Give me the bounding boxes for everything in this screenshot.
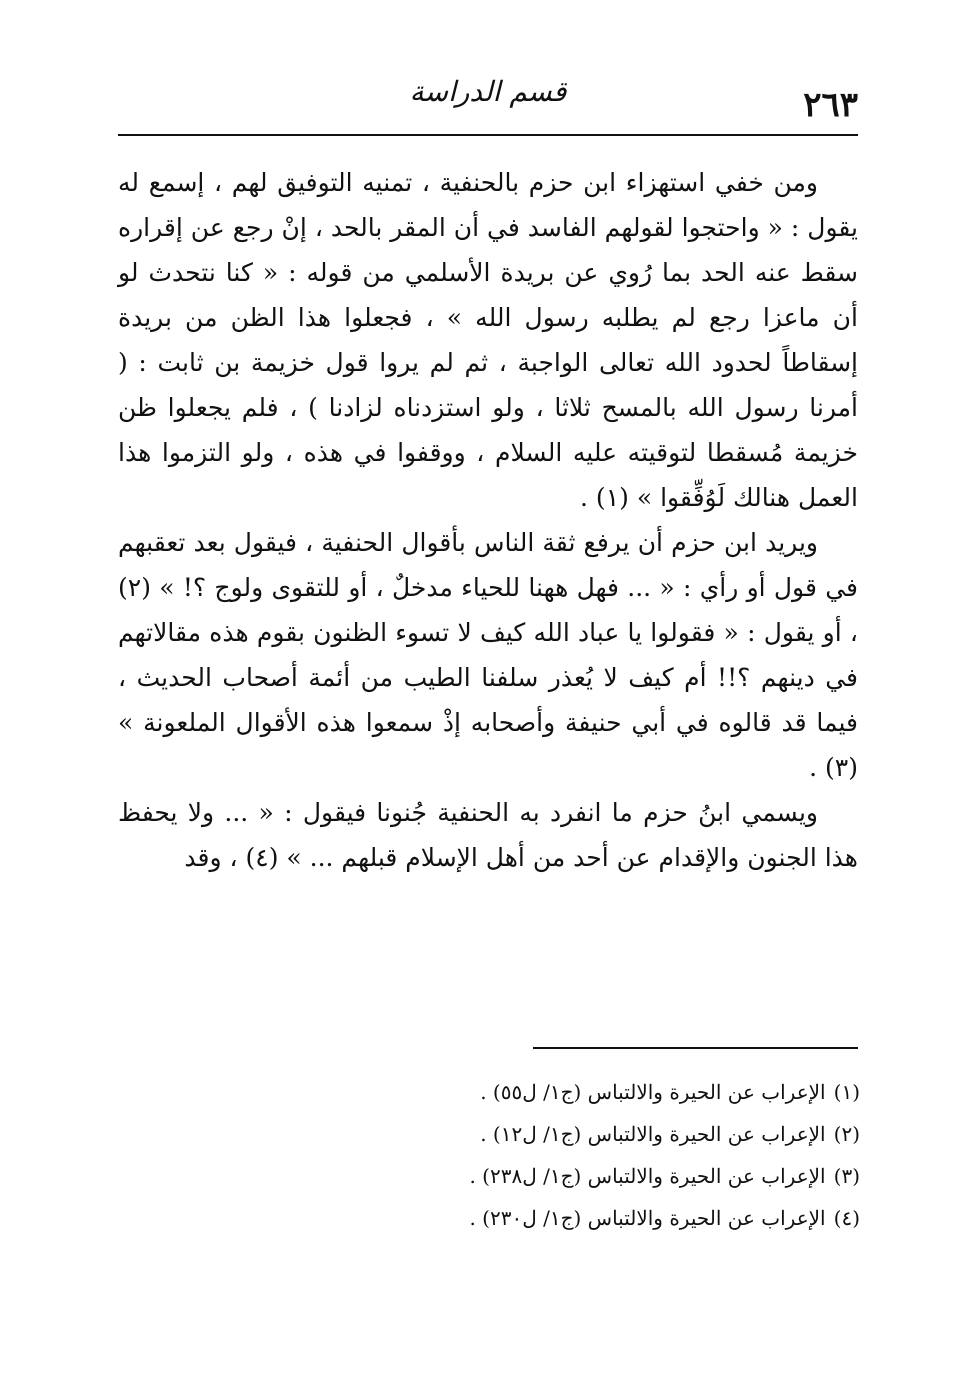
footnotes bbox=[300, 1071, 860, 1239]
footnote-number: (٣) bbox=[833, 1164, 860, 1188]
paragraph-1: ومن خفي استهزاء ابن حزم بالحنفية ، تمنيه التوفيق لهم ، إسمع له يقول : « واحتجوا لقولهم الفاسد في أن المقر بالحد ، إنْ رجع عن إقراره سقط عنه الحد بما رُوي عن بريدة الأسلمي من قوله : « كنا نتحدث لو أن ماعزا رجع لم يطلبه رسول الله » ، فجعلوا هذا الظن من بريدة إسقاطاً لحدود الله تعالى الواجبة ، ثم لم يروا قول خزيمة بن ثابت : ( أمرنا رسول الله بالمسح ثلاثا ، ولو استزدناه لزادنا ) ، فلم يجعلوا ظن خزيمة مُسقطا لتوقيته عليه السلام ، ووقفوا في هذه ، ولو التزموا هذا العمل هنالك لَوُفِّقوا » (١) . bbox=[118, 168, 858, 512]
footnote-number: (٢) bbox=[833, 1122, 860, 1146]
paragraph-2: ويريد ابن حزم أن يرفع ثقة الناس بأقوال الحنفية ، فيقول بعد تعقبهم في قول أو رأي : « ... فهل ههنا للحياء مدخلٌ ، أو للتقوى ولوج ؟! » (٢) ، أو يقول : « فقولوا يا عباد الله كيف لا تسوء الظنون بقوم هذه مقالاتهم في دينهم ؟!! أم كيف لا يُعذر سلفنا الطيب من أئمة أصحاب الحديث ، فيما قد قالوه في أبي حنيفة وأصحابه إذْ سمعوا هذه الأقوال الملعونة » (٣) . bbox=[118, 528, 858, 782]
footnote-text: الإعراب عن الحيرة والالتباس (ج١/ ل٥٥) . bbox=[480, 1080, 826, 1104]
main-text bbox=[118, 160, 858, 880]
footnote-number: (٤) bbox=[833, 1206, 860, 1230]
page-header bbox=[118, 74, 858, 144]
footnote-2 bbox=[300, 1113, 860, 1155]
footnote-4 bbox=[300, 1197, 860, 1239]
footnote-divider bbox=[533, 1047, 858, 1049]
paragraph-3: ويسمي ابنُ حزم ما انفرد به الحنفية جُنونا فيقول : « ... ولا يحفظ هذا الجنون والإقدام عن أحد من أهل الإسلام قبلهم ... » (٤) ، وقد bbox=[118, 798, 858, 872]
footnote-text: الإعراب عن الحيرة والالتباس (ج١/ ل٢٣٨) . bbox=[469, 1164, 826, 1188]
footnote-number: (١) bbox=[833, 1080, 860, 1104]
footnote-text: الإعراب عن الحيرة والالتباس (ج١/ ل٢٣٠) . bbox=[469, 1206, 826, 1230]
footnote-3 bbox=[300, 1155, 860, 1197]
footnote-text: الإعراب عن الحيرة والالتباس (ج١/ ل١٢) . bbox=[480, 1122, 826, 1146]
page-number: ٢٦٣ bbox=[803, 85, 858, 125]
footnote-1 bbox=[300, 1071, 860, 1113]
section-title: قسم الدراسة bbox=[409, 75, 567, 108]
header-divider bbox=[118, 134, 858, 136]
